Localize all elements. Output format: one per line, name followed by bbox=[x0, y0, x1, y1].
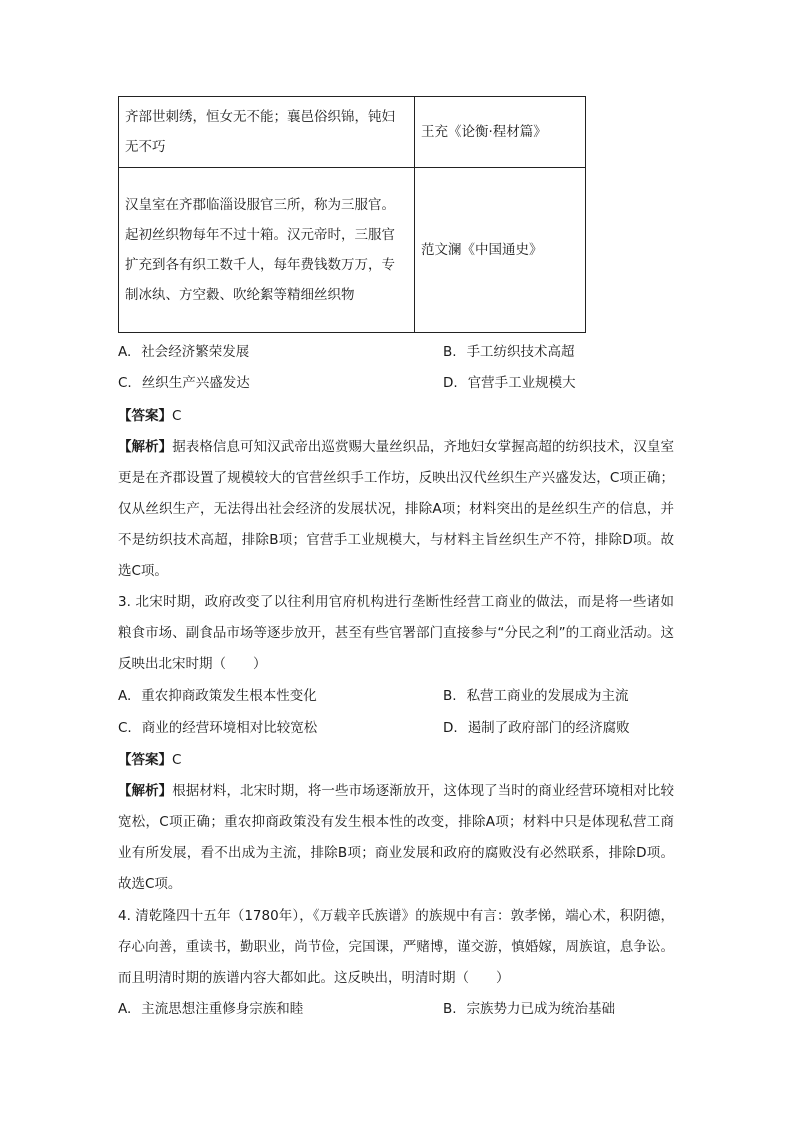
q2-option-a: A. 社会经济繁荣发展 bbox=[118, 344, 250, 360]
q4-option-a: A. 主流思想注重修身宗族和睦 bbox=[118, 1001, 304, 1017]
table-cell-text: 汉皇室在齐郡临淄设服官三所，称为三服官。起初丝织物每年不过十箱。汉元帝时，三服官扩充到各有织工数千人，每年费钱数万万，专制冰纨、方空縠、吹纶絮等精细丝织物 bbox=[119, 168, 415, 333]
q2-option-b: B. 手工纺织技术高超 bbox=[443, 344, 575, 360]
q3-option-c: C. 商业的经营环境相对比较宽松 bbox=[118, 720, 318, 736]
table-cell-source: 王充《论衡·程材篇》 bbox=[415, 97, 586, 168]
table-cell-source: 范文澜《中国通史》 bbox=[415, 168, 586, 333]
source-table bbox=[118, 96, 586, 333]
table-row bbox=[119, 97, 586, 168]
q2-answer: 【答案】C bbox=[118, 408, 182, 424]
q2-analysis: 【解析】据表格信息可知汉武帝出巡赏赐大量丝织品，齐地妇女掌握高超的纺织技术，汉皇室更是在齐郡设置了规模较大的官营丝织手工作坊，反映出汉代丝织生产兴盛发达，C项正确；仅从丝织生产，无法得出社会经济的发展状况，排除A项；材料突出的是丝织生产的信息，并不是纺织技术高超，排除B项；官营手工业规模大，与材料主旨丝织生产不符，排除D项。故选C项。 bbox=[118, 439, 674, 579]
q3-option-d: D. 遏制了政府部门的经济腐败 bbox=[443, 720, 630, 736]
q2-option-c: C. 丝织生产兴盛发达 bbox=[118, 375, 250, 391]
table-cell-text: 齐部世刺绣，恒女无不能；襄邑俗织锦，钝妇无不巧 bbox=[119, 97, 415, 168]
q3-analysis: 【解析】根据材料，北宋时期，将一些市场逐渐放开，这体现了当时的商业经营环境相对比较宽松，C项正确；重农抑商政策没有发生根本性的改变，排除A项；材料中只是体现私营工商业有所发展，看不出成为主流，排除B项；商业发展和政府的腐败没有必然联系，排除D项。故选C项。 bbox=[118, 783, 674, 892]
q4-stem: 4. 清乾隆四十五年（1780年），《万载辛氏族谱》的族规中有言：敦孝悌，端心术，积阴德，存心向善，重读书，勤职业，尚节俭，完国课，严赌博，谨交游，慎婚嫁，周族谊，息争讼。而且明清时期的族谱内容大都如此。这反映出，明清时期（ ） bbox=[118, 908, 674, 986]
q3-option-b: B. 私营工商业的发展成为主流 bbox=[443, 688, 629, 704]
table-row bbox=[119, 168, 586, 333]
q4-option-b: B. 宗族势力已成为统治基础 bbox=[443, 1001, 616, 1017]
q3-option-a: A. 重农抑商政策发生根本性变化 bbox=[118, 688, 317, 704]
q3-answer: 【答案】C bbox=[118, 752, 182, 768]
q3-stem: 3. 北宋时期，政府改变了以往利用官府机构进行垄断性经营工商业的做法，而是将一些诸如粮食市场、副食品市场等逐步放开，甚至有些官署部门直接参与“分民之利”的工商业活动。这反映出北宋时期（ ） bbox=[118, 594, 674, 672]
q2-option-d: D. 官营手工业规模大 bbox=[443, 375, 576, 391]
